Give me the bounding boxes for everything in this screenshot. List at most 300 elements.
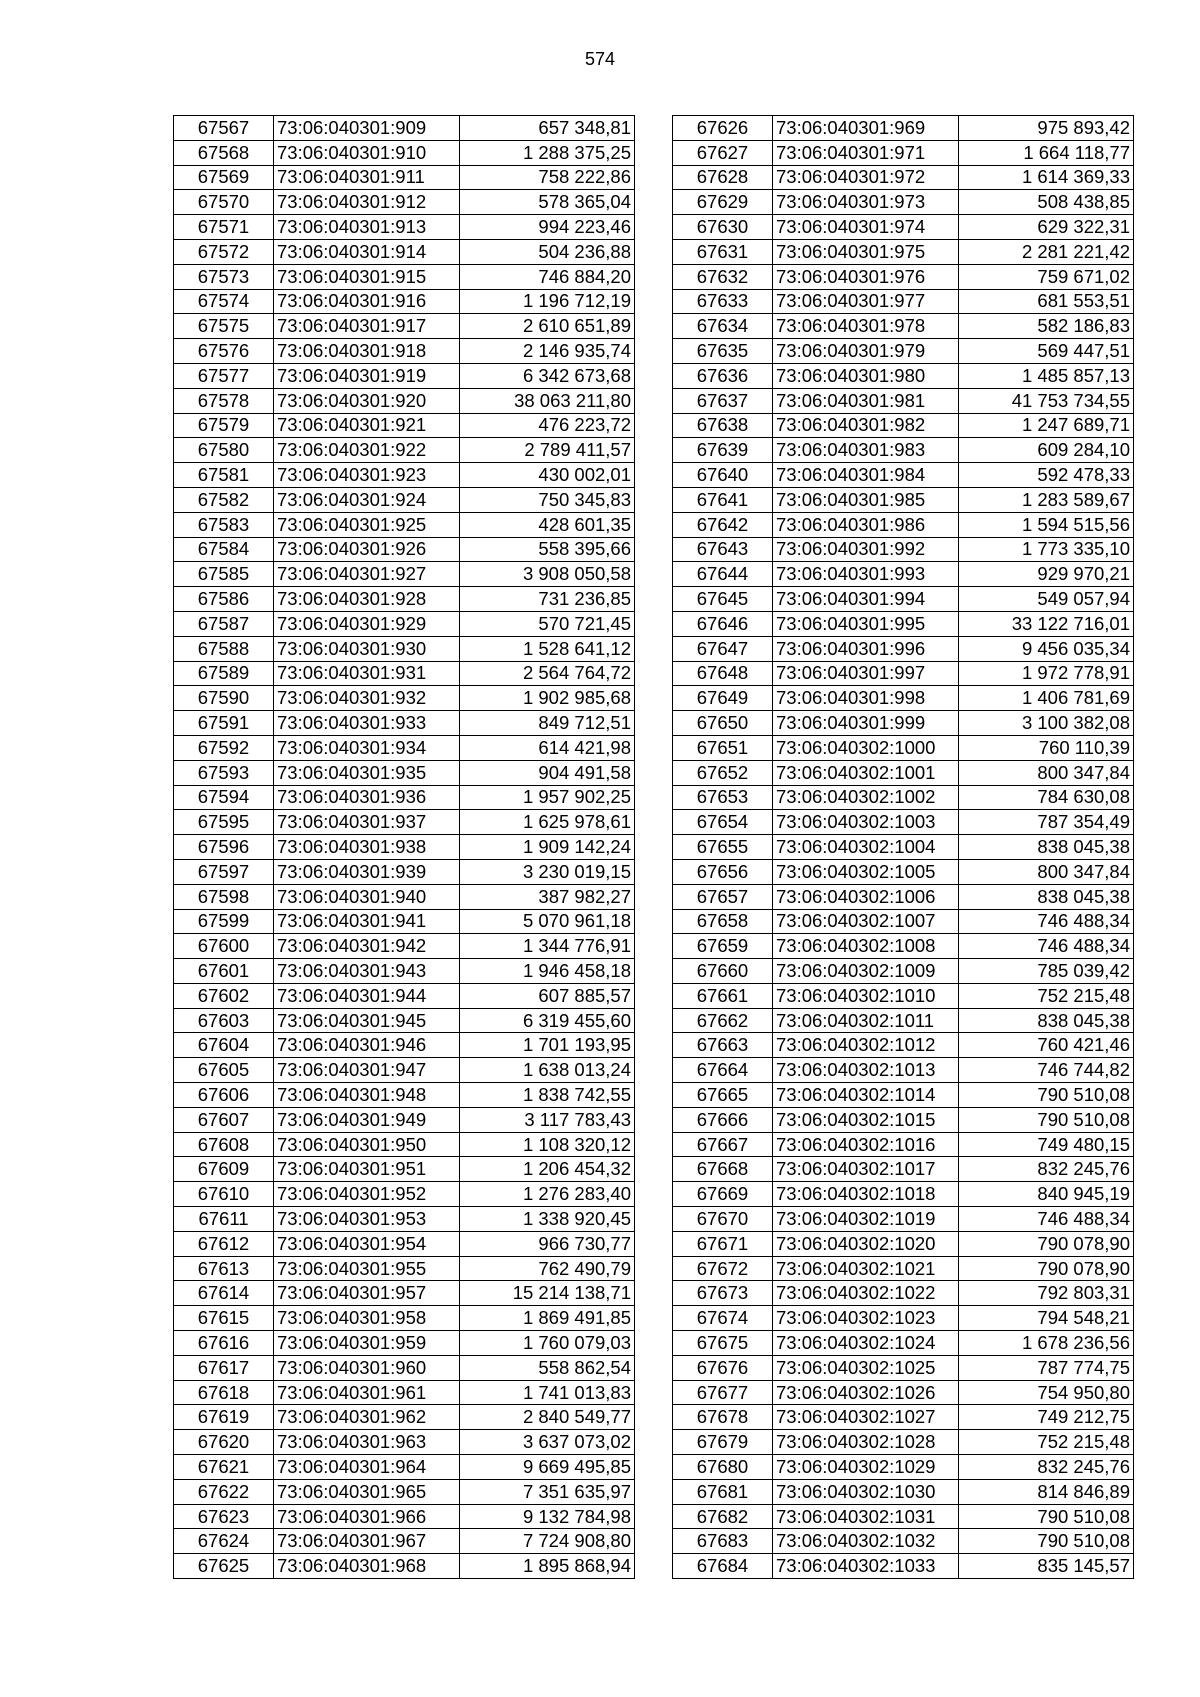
value-cell: 835 145,57	[959, 1554, 1134, 1579]
value-cell: 1 276 283,40	[460, 1182, 635, 1207]
row-number-cell: 67591	[174, 711, 274, 736]
value-cell: 1 741 013,83	[460, 1380, 635, 1405]
table-row	[673, 934, 1134, 959]
row-number-cell: 67627	[673, 140, 773, 165]
cadastral-number-cell: 73:06:040302:1003	[773, 810, 959, 835]
cadastral-number-cell: 73:06:040301:994	[773, 587, 959, 612]
cadastral-number-cell: 73:06:040301:932	[274, 686, 460, 711]
value-cell: 38 063 211,80	[460, 388, 635, 413]
cadastral-number-cell: 73:06:040301:981	[773, 388, 959, 413]
row-number-cell: 67666	[673, 1107, 773, 1132]
value-cell: 629 322,31	[959, 215, 1134, 240]
row-number-cell: 67576	[174, 339, 274, 364]
value-cell: 754 950,80	[959, 1380, 1134, 1405]
table-row	[673, 339, 1134, 364]
cadastral-number-cell: 73:06:040301:962	[274, 1405, 460, 1430]
row-number-cell: 67606	[174, 1083, 274, 1108]
table-row	[673, 1306, 1134, 1331]
value-cell: 592 478,33	[959, 463, 1134, 488]
row-number-cell: 67657	[673, 884, 773, 909]
row-number-cell: 67584	[174, 537, 274, 562]
table-row	[174, 1455, 635, 1480]
row-number-cell: 67635	[673, 339, 773, 364]
table-row	[174, 735, 635, 760]
row-number-cell: 67682	[673, 1504, 773, 1529]
row-number-cell: 67679	[673, 1430, 773, 1455]
cadastral-number-cell: 73:06:040301:996	[773, 636, 959, 661]
value-cell: 746 744,82	[959, 1058, 1134, 1083]
value-cell: 784 630,08	[959, 785, 1134, 810]
table-row	[673, 785, 1134, 810]
cadastral-number-cell: 73:06:040302:1009	[773, 959, 959, 984]
value-cell: 681 553,51	[959, 289, 1134, 314]
cadastral-number-cell: 73:06:040301:968	[274, 1554, 460, 1579]
table-row	[174, 463, 635, 488]
table-row	[673, 636, 1134, 661]
row-number-cell: 67632	[673, 264, 773, 289]
value-cell: 746 884,20	[460, 264, 635, 289]
row-number-cell: 67660	[673, 959, 773, 984]
value-cell: 1 838 742,55	[460, 1083, 635, 1108]
value-cell: 6 319 455,60	[460, 1008, 635, 1033]
row-number-cell: 67659	[673, 934, 773, 959]
row-number-cell: 67583	[174, 512, 274, 537]
row-number-cell: 67580	[174, 438, 274, 463]
row-number-cell: 67622	[174, 1479, 274, 1504]
cadastral-number-cell: 73:06:040301:910	[274, 140, 460, 165]
value-cell: 731 236,85	[460, 587, 635, 612]
row-number-cell: 67644	[673, 562, 773, 587]
cadastral-number-cell: 73:06:040301:924	[274, 487, 460, 512]
value-cell: 790 510,08	[959, 1504, 1134, 1529]
row-number-cell: 67568	[174, 140, 274, 165]
value-cell: 476 223,72	[460, 413, 635, 438]
row-number-cell: 67573	[174, 264, 274, 289]
row-number-cell: 67653	[673, 785, 773, 810]
table-row	[673, 314, 1134, 339]
table-row	[174, 884, 635, 909]
value-cell: 33 122 716,01	[959, 611, 1134, 636]
cadastral-number-cell: 73:06:040302:1012	[773, 1033, 959, 1058]
table-row	[673, 1231, 1134, 1256]
value-cell: 929 970,21	[959, 562, 1134, 587]
cadastral-number-cell: 73:06:040301:972	[773, 165, 959, 190]
cadastral-number-cell: 73:06:040301:982	[773, 413, 959, 438]
cadastral-number-cell: 73:06:040301:951	[274, 1157, 460, 1182]
table-row	[673, 835, 1134, 860]
cadastral-number-cell: 73:06:040301:963	[274, 1430, 460, 1455]
table-row	[174, 289, 635, 314]
cadastral-number-cell: 73:06:040301:966	[274, 1504, 460, 1529]
value-cell: 570 721,45	[460, 611, 635, 636]
value-cell: 904 491,58	[460, 760, 635, 785]
value-cell: 1 902 985,68	[460, 686, 635, 711]
table-row	[673, 1331, 1134, 1356]
row-number-cell: 67607	[174, 1107, 274, 1132]
table-row	[174, 413, 635, 438]
table-row	[673, 1207, 1134, 1232]
row-number-cell: 67678	[673, 1405, 773, 1430]
cadastral-number-cell: 73:06:040301:997	[773, 661, 959, 686]
table-row	[673, 760, 1134, 785]
table-row	[673, 909, 1134, 934]
cadastral-number-cell: 73:06:040302:1013	[773, 1058, 959, 1083]
cadastral-number-cell: 73:06:040302:1002	[773, 785, 959, 810]
row-number-cell: 67624	[174, 1529, 274, 1554]
cadastral-number-cell: 73:06:040301:930	[274, 636, 460, 661]
value-cell: 2 840 549,77	[460, 1405, 635, 1430]
value-cell: 794 548,21	[959, 1306, 1134, 1331]
row-number-cell: 67631	[673, 239, 773, 264]
row-number-cell: 67634	[673, 314, 773, 339]
cadastral-number-cell: 73:06:040302:1023	[773, 1306, 959, 1331]
table-row	[673, 1157, 1134, 1182]
table-row	[174, 983, 635, 1008]
cadastral-number-cell: 73:06:040301:922	[274, 438, 460, 463]
row-number-cell: 67628	[673, 165, 773, 190]
value-cell: 790 078,90	[959, 1256, 1134, 1281]
value-cell: 549 057,94	[959, 587, 1134, 612]
cadastral-number-cell: 73:06:040301:953	[274, 1207, 460, 1232]
table-row	[174, 1207, 635, 1232]
value-cell: 609 284,10	[959, 438, 1134, 463]
cadastral-number-cell: 73:06:040301:937	[274, 810, 460, 835]
row-number-cell: 67647	[673, 636, 773, 661]
value-cell: 9 132 784,98	[460, 1504, 635, 1529]
row-number-cell: 67684	[673, 1554, 773, 1579]
cadastral-number-cell: 73:06:040301:944	[274, 983, 460, 1008]
value-cell: 749 480,15	[959, 1132, 1134, 1157]
table-row	[673, 487, 1134, 512]
value-cell: 814 846,89	[959, 1479, 1134, 1504]
value-cell: 746 488,34	[959, 1207, 1134, 1232]
table-row	[673, 810, 1134, 835]
row-number-cell: 67623	[174, 1504, 274, 1529]
cadastral-number-cell: 73:06:040301:918	[274, 339, 460, 364]
value-cell: 790 510,08	[959, 1529, 1134, 1554]
table-row	[174, 810, 635, 835]
value-cell: 1 108 320,12	[460, 1132, 635, 1157]
table-row	[673, 859, 1134, 884]
table-row	[673, 661, 1134, 686]
row-number-cell: 67604	[174, 1033, 274, 1058]
table-row	[673, 686, 1134, 711]
row-number-cell: 67594	[174, 785, 274, 810]
value-cell: 1 338 920,45	[460, 1207, 635, 1232]
table-row	[673, 587, 1134, 612]
value-cell: 7 351 635,97	[460, 1479, 635, 1504]
row-number-cell: 67570	[174, 190, 274, 215]
row-number-cell: 67677	[673, 1380, 773, 1405]
row-number-cell: 67613	[174, 1256, 274, 1281]
cadastral-number-cell: 73:06:040302:1004	[773, 835, 959, 860]
row-number-cell: 67579	[174, 413, 274, 438]
value-cell: 1 196 712,19	[460, 289, 635, 314]
value-cell: 832 245,76	[959, 1157, 1134, 1182]
value-cell: 41 753 734,55	[959, 388, 1134, 413]
value-cell: 578 365,04	[460, 190, 635, 215]
value-cell: 1 406 781,69	[959, 686, 1134, 711]
value-cell: 785 039,42	[959, 959, 1134, 984]
table-row	[174, 1355, 635, 1380]
row-number-cell: 67646	[673, 611, 773, 636]
row-number-cell: 67603	[174, 1008, 274, 1033]
table-row	[174, 1554, 635, 1579]
cadastral-number-cell: 73:06:040302:1015	[773, 1107, 959, 1132]
value-cell: 787 774,75	[959, 1355, 1134, 1380]
value-cell: 966 730,77	[460, 1231, 635, 1256]
table-row	[673, 983, 1134, 1008]
cadastral-number-cell: 73:06:040301:950	[274, 1132, 460, 1157]
value-cell: 558 395,66	[460, 537, 635, 562]
table-row	[174, 1306, 635, 1331]
register-table-left	[173, 115, 635, 1579]
cadastral-number-cell: 73:06:040301:978	[773, 314, 959, 339]
value-cell: 9 669 495,85	[460, 1455, 635, 1480]
table-row	[174, 1281, 635, 1306]
table-row	[174, 1231, 635, 1256]
cadastral-number-cell: 73:06:040301:960	[274, 1355, 460, 1380]
cadastral-number-cell: 73:06:040301:961	[274, 1380, 460, 1405]
row-number-cell: 67593	[174, 760, 274, 785]
table-row	[673, 116, 1134, 141]
cadastral-number-cell: 73:06:040301:909	[274, 116, 460, 141]
row-number-cell: 67642	[673, 512, 773, 537]
cadastral-number-cell: 73:06:040301:943	[274, 959, 460, 984]
table-row	[673, 1554, 1134, 1579]
table-row	[673, 463, 1134, 488]
row-number-cell: 67655	[673, 835, 773, 860]
value-cell: 15 214 138,71	[460, 1281, 635, 1306]
cadastral-number-cell: 73:06:040301:973	[773, 190, 959, 215]
cadastral-number-cell: 73:06:040302:1032	[773, 1529, 959, 1554]
table-row	[673, 611, 1134, 636]
value-cell: 838 045,38	[959, 1008, 1134, 1033]
cadastral-number-cell: 73:06:040301:928	[274, 587, 460, 612]
table-row	[673, 884, 1134, 909]
cadastral-number-cell: 73:06:040301:921	[274, 413, 460, 438]
table-row	[174, 587, 635, 612]
cadastral-number-cell: 73:06:040302:1019	[773, 1207, 959, 1232]
cadastral-number-cell: 73:06:040302:1016	[773, 1132, 959, 1157]
row-number-cell: 67671	[673, 1231, 773, 1256]
value-cell: 787 354,49	[959, 810, 1134, 835]
value-cell: 2 610 651,89	[460, 314, 635, 339]
cadastral-number-cell: 73:06:040301:945	[274, 1008, 460, 1033]
cadastral-number-cell: 73:06:040302:1026	[773, 1380, 959, 1405]
table-row	[174, 165, 635, 190]
table-row	[673, 1504, 1134, 1529]
cadastral-number-cell: 73:06:040301:934	[274, 735, 460, 760]
value-cell: 790 510,08	[959, 1083, 1134, 1108]
table-row	[174, 1331, 635, 1356]
table-row	[673, 140, 1134, 165]
value-cell: 1 957 902,25	[460, 785, 635, 810]
value-cell: 1 946 458,18	[460, 959, 635, 984]
value-cell: 657 348,81	[460, 116, 635, 141]
value-cell: 5 070 961,18	[460, 909, 635, 934]
cadastral-number-cell: 73:06:040301:969	[773, 116, 959, 141]
value-cell: 1 869 491,85	[460, 1306, 635, 1331]
table-row	[673, 1355, 1134, 1380]
cadastral-number-cell: 73:06:040301:917	[274, 314, 460, 339]
cadastral-number-cell: 73:06:040301:955	[274, 1256, 460, 1281]
table-row	[673, 1033, 1134, 1058]
table-row	[174, 1182, 635, 1207]
value-cell: 558 862,54	[460, 1355, 635, 1380]
cadastral-number-cell: 73:06:040301:926	[274, 537, 460, 562]
cadastral-number-cell: 73:06:040301:941	[274, 909, 460, 934]
table-row	[673, 413, 1134, 438]
value-cell: 582 186,83	[959, 314, 1134, 339]
row-number-cell: 67601	[174, 959, 274, 984]
value-cell: 1 288 375,25	[460, 140, 635, 165]
row-number-cell: 67669	[673, 1182, 773, 1207]
row-number-cell: 67668	[673, 1157, 773, 1182]
value-cell: 760 110,39	[959, 735, 1134, 760]
value-cell: 838 045,38	[959, 884, 1134, 909]
value-cell: 1 206 454,32	[460, 1157, 635, 1182]
table-row	[673, 1083, 1134, 1108]
table-row	[673, 711, 1134, 736]
table-row	[673, 289, 1134, 314]
value-cell: 792 803,31	[959, 1281, 1134, 1306]
cadastral-number-cell: 73:06:040301:998	[773, 686, 959, 711]
row-number-cell: 67592	[174, 735, 274, 760]
value-cell: 994 223,46	[460, 215, 635, 240]
table-row	[673, 1132, 1134, 1157]
table-row	[174, 487, 635, 512]
table-row	[174, 215, 635, 240]
cadastral-number-cell: 73:06:040301:974	[773, 215, 959, 240]
table-row	[174, 363, 635, 388]
cadastral-number-cell: 73:06:040301:976	[773, 264, 959, 289]
table-row	[673, 512, 1134, 537]
row-number-cell: 67586	[174, 587, 274, 612]
row-number-cell: 67636	[673, 363, 773, 388]
table-row	[174, 959, 635, 984]
table-row	[673, 190, 1134, 215]
row-number-cell: 67589	[174, 661, 274, 686]
row-number-cell: 67645	[673, 587, 773, 612]
table-row	[673, 1182, 1134, 1207]
cadastral-number-cell: 73:06:040302:1020	[773, 1231, 959, 1256]
row-number-cell: 67590	[174, 686, 274, 711]
cadastral-number-cell: 73:06:040301:984	[773, 463, 959, 488]
table-row	[174, 1058, 635, 1083]
value-cell: 2 146 935,74	[460, 339, 635, 364]
cadastral-number-cell: 73:06:040301:979	[773, 339, 959, 364]
row-number-cell: 67612	[174, 1231, 274, 1256]
table-row	[174, 388, 635, 413]
row-number-cell: 67611	[174, 1207, 274, 1232]
cadastral-number-cell: 73:06:040302:1028	[773, 1430, 959, 1455]
value-cell: 7 724 908,80	[460, 1529, 635, 1554]
cadastral-number-cell: 73:06:040301:993	[773, 562, 959, 587]
value-cell: 430 002,01	[460, 463, 635, 488]
cadastral-number-cell: 73:06:040301:925	[274, 512, 460, 537]
value-cell: 9 456 035,34	[959, 636, 1134, 661]
cadastral-number-cell: 73:06:040301:914	[274, 239, 460, 264]
row-number-cell: 67582	[174, 487, 274, 512]
table-row	[174, 116, 635, 141]
row-number-cell: 67578	[174, 388, 274, 413]
value-cell: 428 601,35	[460, 512, 635, 537]
cadastral-number-cell: 73:06:040301:986	[773, 512, 959, 537]
value-cell: 849 712,51	[460, 711, 635, 736]
value-cell: 3 908 050,58	[460, 562, 635, 587]
table-row	[174, 438, 635, 463]
row-number-cell: 67614	[174, 1281, 274, 1306]
value-cell: 832 245,76	[959, 1455, 1134, 1480]
row-number-cell: 67615	[174, 1306, 274, 1331]
cadastral-number-cell: 73:06:040301:964	[274, 1455, 460, 1480]
cadastral-number-cell: 73:06:040301:948	[274, 1083, 460, 1108]
cadastral-number-cell: 73:06:040301:971	[773, 140, 959, 165]
table-row	[673, 735, 1134, 760]
table-row	[174, 760, 635, 785]
register-table-body	[673, 116, 1134, 1579]
value-cell: 838 045,38	[959, 835, 1134, 860]
table-row	[174, 1380, 635, 1405]
table-row	[174, 512, 635, 537]
table-row	[673, 239, 1134, 264]
row-number-cell: 67670	[673, 1207, 773, 1232]
value-cell: 1 701 193,95	[460, 1033, 635, 1058]
table-row	[673, 1008, 1134, 1033]
table-row	[673, 1479, 1134, 1504]
table-row	[174, 1107, 635, 1132]
value-cell: 749 212,75	[959, 1405, 1134, 1430]
value-cell: 1 283 589,67	[959, 487, 1134, 512]
table-row	[673, 165, 1134, 190]
row-number-cell: 67598	[174, 884, 274, 909]
row-number-cell: 67681	[673, 1479, 773, 1504]
table-row	[174, 835, 635, 860]
table-row	[174, 909, 635, 934]
cadastral-number-cell: 73:06:040301:980	[773, 363, 959, 388]
value-cell: 759 671,02	[959, 264, 1134, 289]
row-number-cell: 67610	[174, 1182, 274, 1207]
table-row	[174, 1479, 635, 1504]
table-row	[174, 1132, 635, 1157]
cadastral-number-cell: 73:06:040302:1018	[773, 1182, 959, 1207]
table-row	[174, 636, 635, 661]
row-number-cell: 67619	[174, 1405, 274, 1430]
row-number-cell: 67620	[174, 1430, 274, 1455]
row-number-cell: 67597	[174, 859, 274, 884]
row-number-cell: 67577	[174, 363, 274, 388]
row-number-cell: 67629	[673, 190, 773, 215]
table-row	[673, 1107, 1134, 1132]
row-number-cell: 67638	[673, 413, 773, 438]
value-cell: 1 895 868,94	[460, 1554, 635, 1579]
cadastral-number-cell: 73:06:040301:985	[773, 487, 959, 512]
value-cell: 746 488,34	[959, 934, 1134, 959]
table-row	[174, 314, 635, 339]
value-cell: 1 614 369,33	[959, 165, 1134, 190]
value-cell: 746 488,34	[959, 909, 1134, 934]
cadastral-number-cell: 73:06:040302:1033	[773, 1554, 959, 1579]
cadastral-number-cell: 73:06:040302:1022	[773, 1281, 959, 1306]
value-cell: 2 564 764,72	[460, 661, 635, 686]
cadastral-number-cell: 73:06:040302:1001	[773, 760, 959, 785]
table-row	[174, 1157, 635, 1182]
cadastral-number-cell: 73:06:040301:940	[274, 884, 460, 909]
value-cell: 800 347,84	[959, 760, 1134, 785]
value-cell: 1 638 013,24	[460, 1058, 635, 1083]
table-row	[174, 611, 635, 636]
